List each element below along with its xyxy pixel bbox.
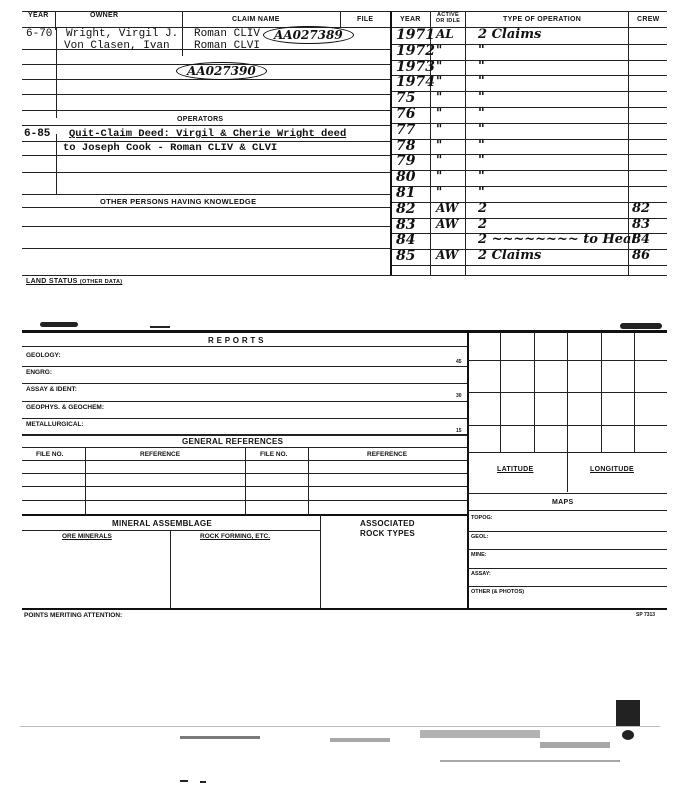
- operation-type: 2 Claims: [478, 27, 542, 42]
- operation-row-rule: [392, 123, 667, 124]
- report-row-rule: [22, 366, 467, 367]
- mineral-assemblage-title: MINERAL ASSEMBLAGE: [112, 519, 213, 528]
- operation-type: 2: [478, 201, 488, 216]
- operation-year: 77: [396, 122, 416, 138]
- operation-year: 83: [396, 217, 416, 233]
- report-row-label: METALLURGICAL:: [26, 421, 84, 428]
- operation-row-rule: [392, 170, 667, 171]
- operation-type: ": [478, 90, 485, 105]
- operators-title: OPERATORS: [177, 116, 224, 123]
- gen-ref-col-4: REFERENCE: [367, 451, 408, 458]
- report-row-number: 30: [456, 393, 462, 399]
- operation-crew: 83: [632, 217, 651, 232]
- operation-status: ": [436, 122, 443, 136]
- report-row-label: GEOLOGY:: [26, 352, 61, 359]
- maps-row-label: OTHER (& PHOTOS): [471, 589, 525, 595]
- operation-status: ": [436, 185, 443, 199]
- operation-type: ": [478, 59, 485, 74]
- operation-row-rule: [392, 186, 667, 187]
- points-meriting-attention: POINTS MERITING ATTENTION:: [24, 612, 123, 619]
- operation-year: 1971: [396, 27, 435, 43]
- operation-year: 76: [396, 106, 416, 122]
- report-row-rule: [22, 435, 467, 436]
- claim-ref-1: AA027389: [263, 26, 354, 44]
- operation-row-rule: [392, 154, 667, 155]
- maps-row-label: ASSAY:: [471, 571, 491, 577]
- operation-status: ": [436, 138, 443, 152]
- operation-status: AW: [436, 248, 459, 262]
- maps-row-label: TOPOG:: [471, 515, 493, 521]
- owner-claim-2: Roman CLVI: [194, 40, 261, 52]
- operation-status: ": [436, 169, 443, 183]
- ore-minerals-label: ORE MINERALS: [62, 533, 112, 540]
- operation-year: 78: [396, 138, 416, 154]
- operation-row-rule: [392, 218, 667, 219]
- operation-crew: 86: [632, 248, 651, 263]
- maps-row-rule: [467, 586, 667, 587]
- operation-year: 84: [396, 232, 416, 248]
- header-year: YEAR: [28, 12, 49, 19]
- operation-row-rule: [392, 202, 667, 203]
- gen-ref-col-2: REFERENCE: [140, 451, 181, 458]
- owner-claim-1: Roman CLIV: [194, 28, 261, 40]
- operation-crew: 84: [632, 232, 651, 247]
- land-status-sub: (OTHER DATA): [79, 279, 123, 285]
- report-row-label: GEOPHYS. & GEOCHEM:: [26, 404, 105, 411]
- associated-label: ASSOCIATED: [360, 519, 415, 528]
- operation-type: ": [478, 106, 485, 121]
- operation-status: ": [436, 43, 443, 57]
- operation-year: 81: [396, 185, 416, 201]
- operation-year: 79: [396, 153, 416, 169]
- operation-type: ": [478, 138, 485, 153]
- gen-ref-col-3: FILE NO.: [260, 451, 288, 458]
- operation-year: 1972: [396, 43, 435, 59]
- maps-row-label: MINE:: [471, 552, 487, 558]
- header-claim-name: CLAIM NAME: [232, 16, 280, 23]
- latitude-label: LATITUDE: [497, 466, 534, 473]
- operation-type: ": [478, 43, 485, 58]
- operation-type: 2 Claims: [478, 248, 542, 263]
- general-references-title: GENERAL REFERENCES: [182, 437, 284, 446]
- report-row-rule: [22, 383, 467, 384]
- operation-type: ": [478, 153, 485, 168]
- operation-status: AW: [436, 217, 459, 231]
- operation-status: AL: [436, 27, 454, 41]
- operation-status: ": [436, 153, 443, 167]
- report-row-rule: [22, 401, 467, 402]
- operators-year: 6-85: [24, 128, 51, 140]
- header-type-operation: TYPE OF OPERATION: [503, 16, 582, 23]
- claim-ref-2: AA027390: [176, 62, 267, 80]
- other-persons-title: OTHER PERSONS HAVING KNOWLEDGE: [100, 197, 257, 206]
- operation-status: ": [436, 59, 443, 73]
- operation-status: ": [436, 74, 443, 88]
- operation-row-rule: [392, 107, 667, 108]
- maps-title: MAPS: [552, 499, 574, 506]
- operation-year: 1973: [396, 59, 435, 75]
- operation-type: 2: [478, 217, 488, 232]
- operation-crew: 82: [632, 201, 651, 216]
- operation-row-rule: [392, 139, 667, 140]
- report-row-rule: [22, 418, 467, 419]
- operation-type: ": [478, 74, 485, 89]
- header-crew: CREW: [637, 16, 660, 23]
- form-number: SP 7313: [636, 612, 656, 618]
- operation-type: 2 ~~~~~~~~ to Heal: [478, 232, 637, 247]
- operation-year: 82: [396, 201, 416, 217]
- operators-line-2: to Joseph Cook - Roman CLIV & CLVI: [63, 142, 278, 154]
- report-row-number: 45: [456, 359, 462, 365]
- operation-type: ": [478, 122, 485, 137]
- reports-title: R E P O R T S: [208, 336, 264, 345]
- operation-type: ": [478, 185, 485, 200]
- report-row-number: 15: [456, 428, 462, 434]
- longitude-label: LONGITUDE: [590, 466, 634, 473]
- owner-year-1: 6-70: [26, 28, 53, 40]
- maps-row-rule: [467, 531, 667, 532]
- operation-type: ": [478, 169, 485, 184]
- operation-status: AW: [436, 201, 459, 215]
- rock-forming-label: ROCK FORMING, ETC.: [200, 533, 271, 540]
- header-file: FILE: [357, 16, 374, 23]
- header-year-right: YEAR: [400, 16, 421, 23]
- operation-status: ": [436, 90, 443, 104]
- gen-ref-col-1: FILE NO.: [36, 451, 64, 458]
- owner-name-1: Wright, Virgil J.: [66, 28, 179, 40]
- land-status: [26, 278, 122, 285]
- operation-year: 1974: [396, 74, 435, 90]
- header-active-idle: ACTIVE OR IDLE: [435, 12, 461, 24]
- header-owner: OWNER: [90, 12, 119, 19]
- operation-year: 85: [396, 248, 416, 264]
- report-row-label: ASSAY & IDENT:: [26, 386, 77, 393]
- land-status-label: LAND STATUS: [26, 278, 78, 285]
- operation-year: 80: [396, 169, 416, 185]
- maps-row-rule: [467, 549, 667, 550]
- owner-name-2: Von Clasen, Ivan: [64, 40, 170, 52]
- report-row-label: ENGRG:: [26, 369, 52, 376]
- operation-year: 75: [396, 90, 416, 106]
- maps-row-label: GEOL:: [471, 534, 489, 540]
- rock-types-label: ROCK TYPES: [360, 529, 416, 538]
- operation-row-rule: [392, 91, 667, 92]
- maps-row-rule: [467, 568, 667, 569]
- operators-line-1: Quit-Claim Deed: Virgil & Cherie Wright deed: [69, 128, 347, 140]
- operation-row-rule: [392, 265, 667, 266]
- operation-status: ": [436, 106, 443, 120]
